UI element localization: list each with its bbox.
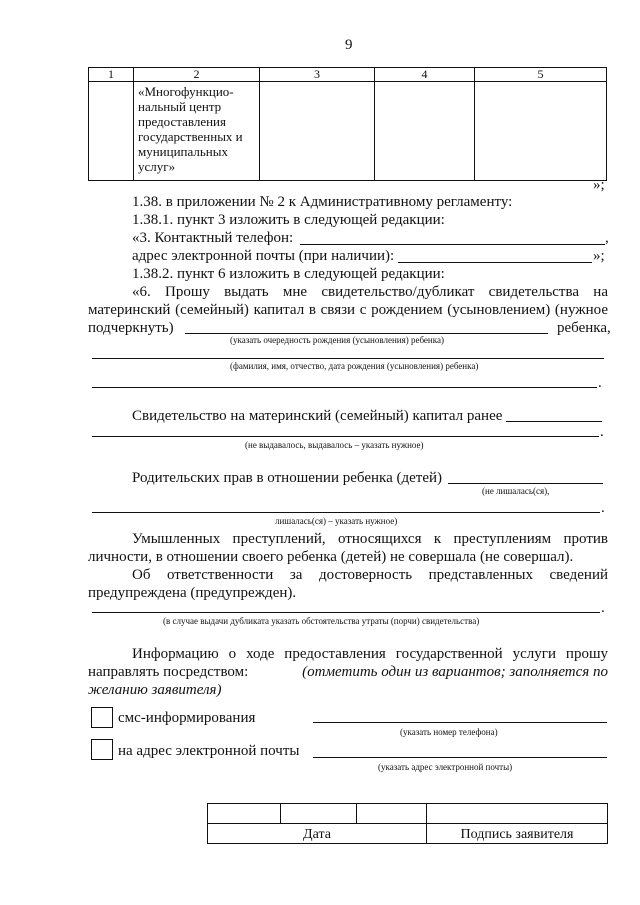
info-line2 <box>88 663 608 681</box>
rights-field-line[interactable] <box>448 483 603 484</box>
info-line2-normal: направлять посредством: <box>88 664 249 680</box>
signature-label: Подпись заявителя <box>427 824 608 844</box>
phone-comma: , <box>605 230 609 246</box>
dot: . <box>601 500 605 516</box>
email-option-label: на адрес электронной почты <box>118 743 300 759</box>
sms-checkbox[interactable] <box>91 707 113 728</box>
crimes-line2: личности, в отношении своего ребенка (детей) не совершала (не совершал). <box>88 549 574 565</box>
caption-duplicate: (в случае выдачи дубликата указать обстоятельства утраты (порчи) свидетельства) <box>163 616 480 626</box>
crimes-line1: Умышленных преступлений, относящихся к преступлениям против <box>132 531 608 547</box>
info-line1: Информацию о ходе предоставления государственной услуги прошу <box>132 646 608 662</box>
point6-child-word: ребенка, <box>557 320 611 336</box>
child-fio-line[interactable] <box>92 358 604 359</box>
cell-line: нальный центр <box>138 99 222 114</box>
email-close: »; <box>593 248 605 264</box>
email-field-line[interactable] <box>398 262 592 263</box>
table-cell <box>475 82 607 181</box>
table-row <box>89 82 607 181</box>
rights-label: Родительских прав в отношении ребенка (детей) <box>132 470 442 486</box>
phone-label: «3. Контактный телефон: <box>132 230 294 246</box>
cell-line: предоставления <box>138 114 226 129</box>
table-header-cell: 5 <box>475 68 607 82</box>
email-address-line[interactable] <box>313 757 607 758</box>
signature-table <box>207 803 608 844</box>
date-cell-year[interactable] <box>357 804 427 824</box>
table-header-cell: 3 <box>260 68 375 82</box>
responsibility-line1: Об ответственности за достоверность представленных сведений <box>132 567 608 583</box>
caption-email: (указать адрес электронной почты) <box>378 762 513 772</box>
point6-line1: «6. Прошу выдать мне свидетельство/дубликат свидетельства на <box>132 284 608 300</box>
duplicate-field-line[interactable] <box>92 612 600 613</box>
signature-fill-row <box>208 804 608 824</box>
certificate-label: Свидетельство на материнский (семейный) капитал ранее <box>132 408 503 424</box>
page-number: 9 <box>345 37 353 53</box>
table-header-row <box>89 68 607 82</box>
date-cell-month[interactable] <box>281 804 357 824</box>
date-cell-day[interactable] <box>208 804 281 824</box>
caption-deprived: лишалась(ся) – указать нужное) <box>275 516 398 526</box>
table-header-cell: 2 <box>134 68 260 82</box>
dot: . <box>600 424 604 440</box>
caption-certificate: (не выдавалось, выдавалось – указать нужное) <box>245 440 424 450</box>
table-cell-mfc <box>134 82 260 181</box>
email-checkbox[interactable] <box>91 739 113 760</box>
paragraph-1-38-2: 1.38.2. пункт 6 изложить в следующей редакции: <box>132 266 445 282</box>
info-line3: желанию заявителя) <box>88 682 222 698</box>
point6-line3: подчеркнуть) <box>88 320 174 336</box>
caption-sms: (указать номер телефона) <box>400 727 498 737</box>
phone-field-line[interactable] <box>300 244 605 245</box>
email-label: адрес электронной почты (при наличии): <box>132 248 395 264</box>
responsibility-line2: предупреждена (предупрежден). <box>88 585 297 601</box>
certificate-field-line[interactable] <box>506 421 602 422</box>
table-cell <box>375 82 475 181</box>
certificate-field-line-2[interactable] <box>92 436 599 437</box>
table-close-mark: »; <box>593 177 605 193</box>
child-order-line[interactable] <box>185 333 548 334</box>
caption-not-deprived: (не лишалась(ся), <box>482 486 550 496</box>
services-table <box>88 67 607 181</box>
dot: . <box>598 375 602 391</box>
signature-label-row <box>208 824 608 844</box>
cell-line: «Многофункцио- <box>138 84 234 99</box>
cell-line: муниципальных <box>138 144 229 159</box>
paragraph-1-38: 1.38. в приложении № 2 к Административному регламенту: <box>132 194 513 210</box>
info-line2-italic: (отметить один из вариантов; заполняется по <box>302 664 608 680</box>
sms-phone-line[interactable] <box>313 722 607 723</box>
table-header-cell: 4 <box>375 68 475 82</box>
point6-line2: материнский (семейный) капитал в связи с рождением (усыновлением) (нужное <box>88 302 608 318</box>
rights-field-line-2[interactable] <box>92 512 600 513</box>
table-header-cell: 1 <box>89 68 134 82</box>
dot: . <box>601 600 605 616</box>
caption-child-order: (указать очередность рождения (усыновления) ребенка) <box>230 335 444 345</box>
cell-line: государственных и <box>138 129 243 144</box>
table-cell <box>260 82 375 181</box>
child-fio-line-2[interactable] <box>92 387 597 388</box>
cell-line: услуг» <box>138 159 176 174</box>
sms-label: смс-информирования <box>118 710 256 726</box>
table-cell <box>89 82 134 181</box>
caption-child-fio: (фамилия, имя, отчество, дата рождения (усыновления) ребенка) <box>230 361 479 371</box>
signature-cell[interactable] <box>427 804 608 824</box>
paragraph-1-38-1: 1.38.1. пункт 3 изложить в следующей редакции: <box>132 212 445 228</box>
date-label: Дата <box>208 824 427 844</box>
